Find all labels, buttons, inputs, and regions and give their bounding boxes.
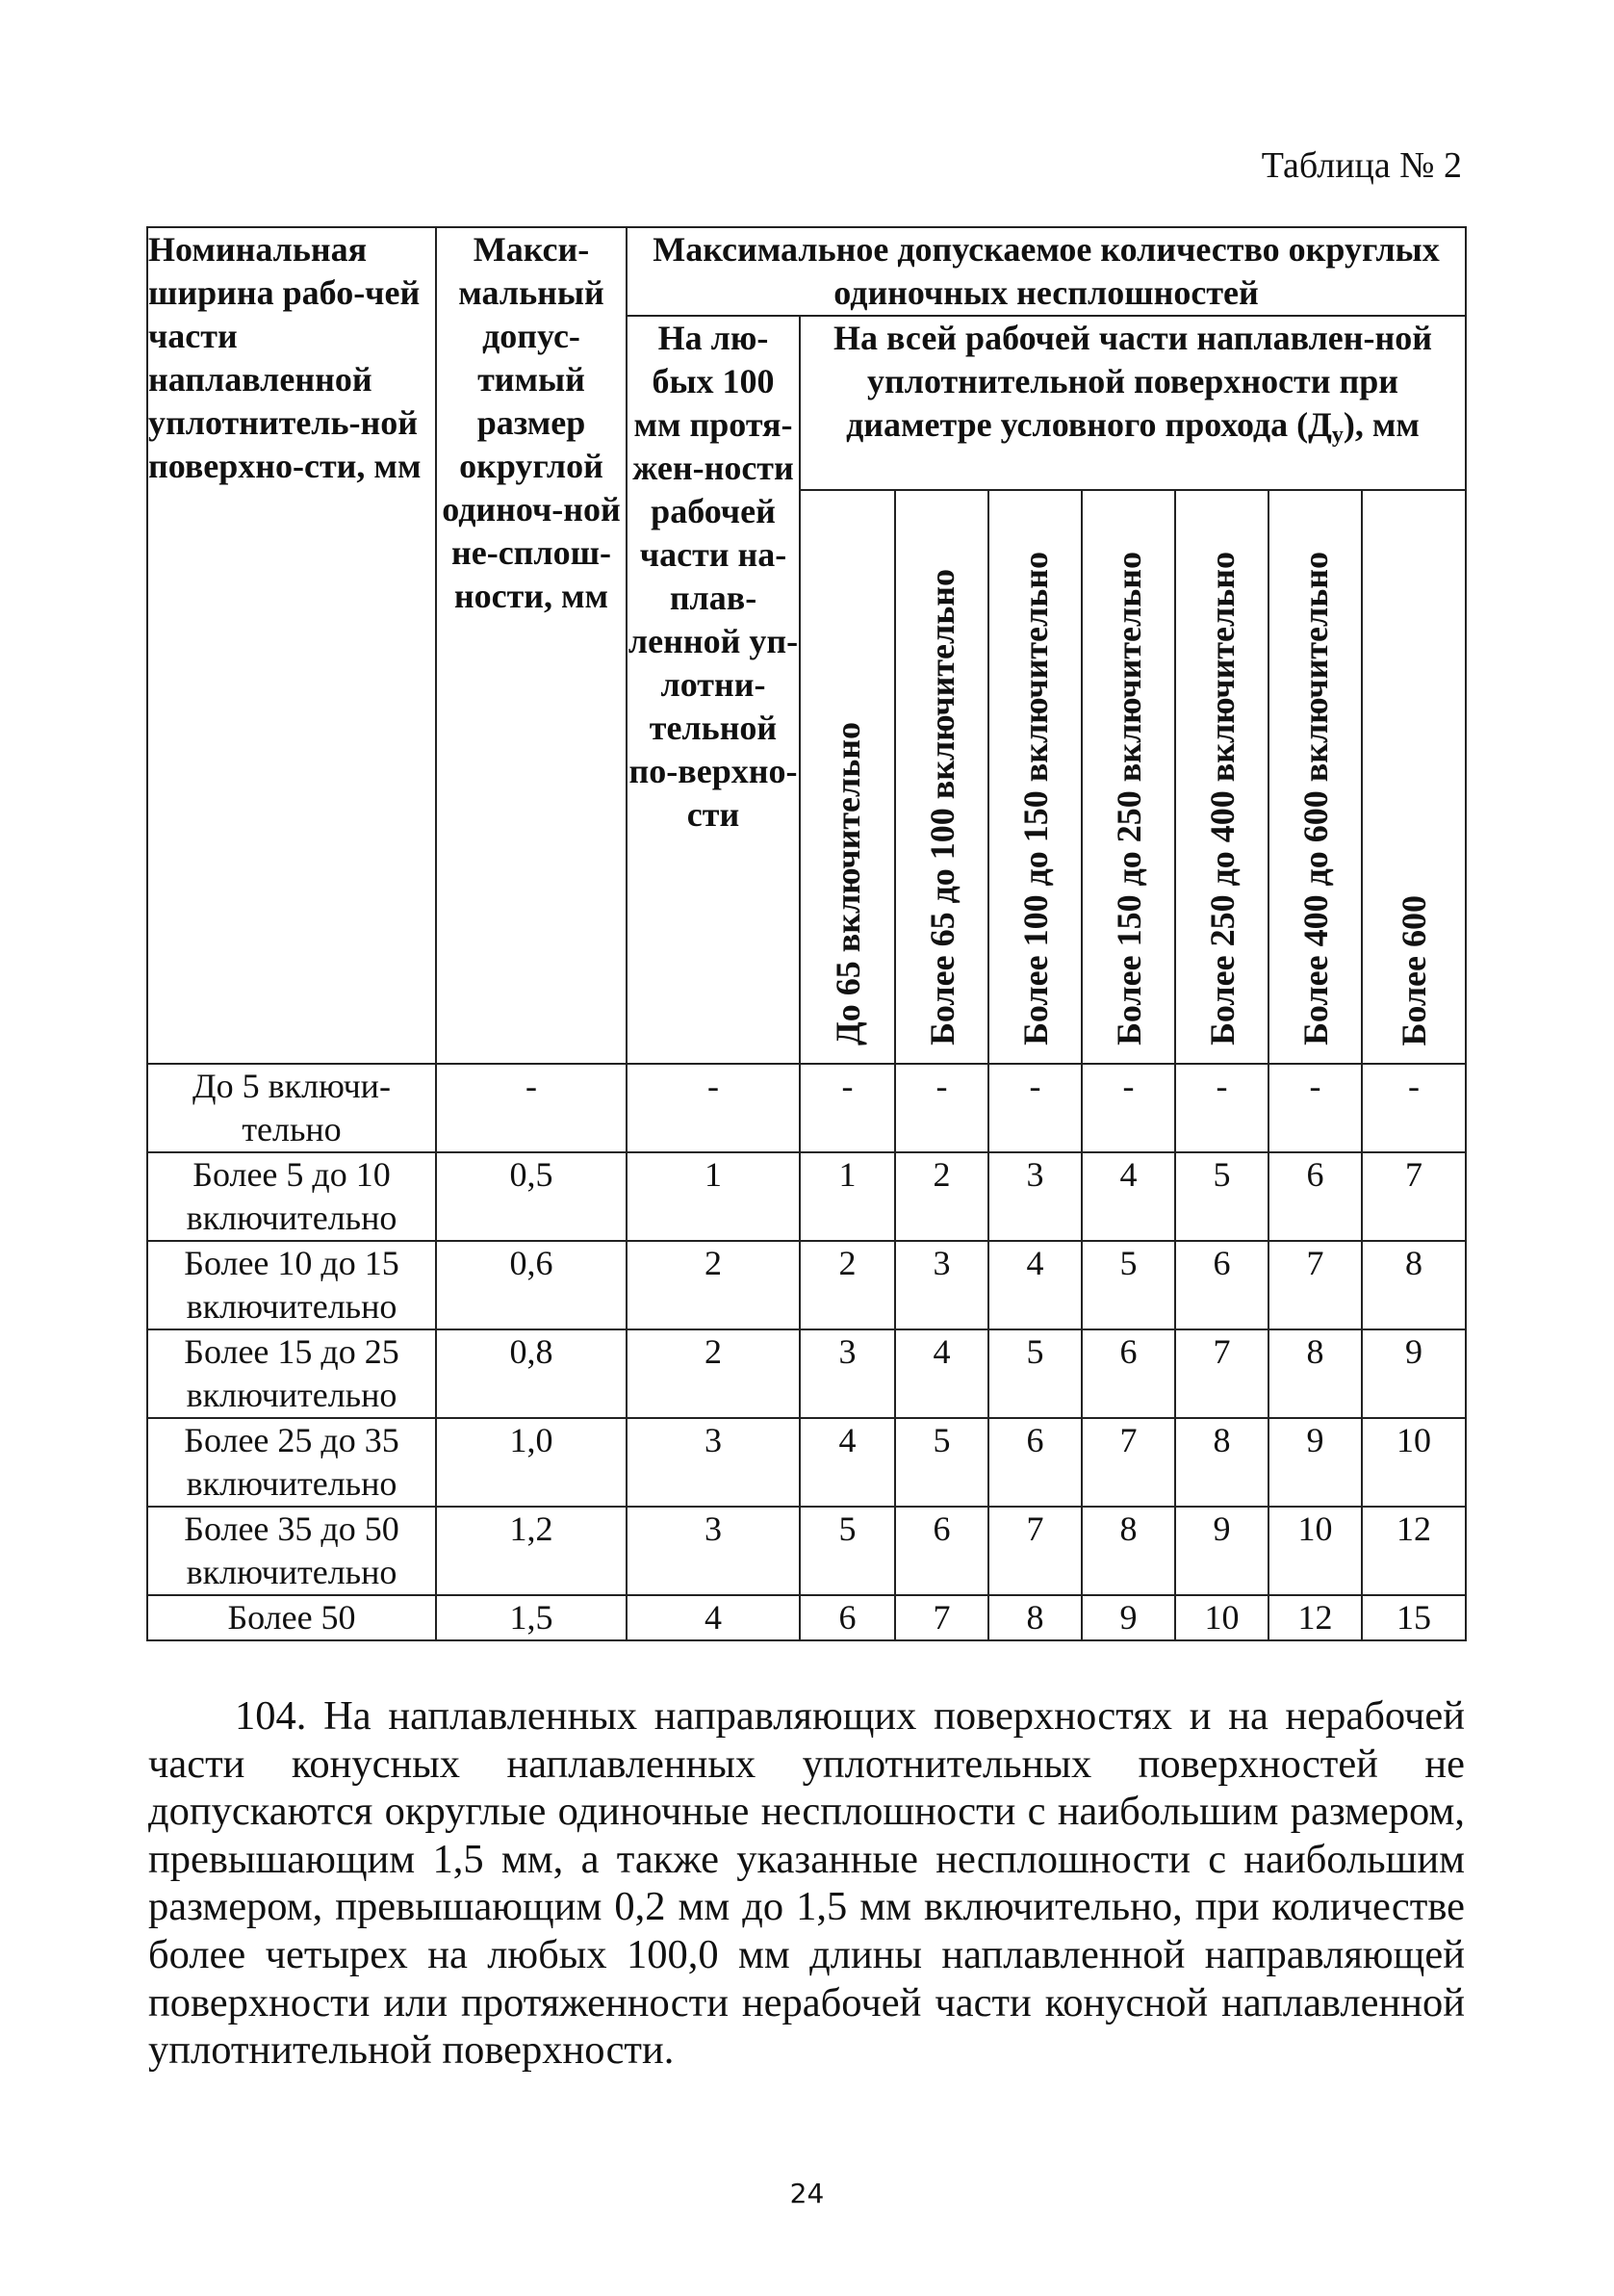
header-dn-6 (1268, 490, 1362, 1064)
count-cell: 15 (1362, 1595, 1466, 1640)
header-per-100mm: На лю-бых 100 мм протя-жен-ности рабочей части на-плав-ленной уп-лотни-тельной по-верхно-сти (627, 316, 800, 1064)
paragraph-104 (148, 1692, 1465, 2075)
count-cell: - (800, 1064, 895, 1152)
per-100mm-cell: 2 (627, 1329, 800, 1418)
table-row (147, 1595, 1466, 1640)
count-cell: 8 (1362, 1241, 1466, 1329)
per-100mm-cell: - (627, 1064, 800, 1152)
header-dn-2 (895, 490, 988, 1064)
count-cell: 8 (1268, 1329, 1362, 1418)
max-size-cell: 0,8 (436, 1329, 627, 1418)
header-dn-label: Более 65 до 100 включительно (922, 569, 961, 1045)
count-cell: 7 (1268, 1241, 1362, 1329)
header-whole-surface (800, 316, 1466, 490)
header-whole-surface-text: На всей рабочей части наплавлен-ной уплотнительной поверхности при диаметре условного прохода (Д (833, 319, 1432, 444)
count-cell: 7 (1362, 1152, 1466, 1241)
count-cell: - (895, 1064, 988, 1152)
table-row (147, 1507, 1466, 1595)
per-100mm-cell: 4 (627, 1595, 800, 1640)
count-cell: - (1175, 1064, 1268, 1152)
header-max-count-group: Максимальное допускаемое количество округлых одиночных несплошностей (627, 227, 1466, 316)
header-dn-label: До 65 включительно (828, 722, 867, 1045)
paragraph-text: 104. На наплавленных направляющих поверхностях и на нерабочей части конусных наплавленных уплотнительных поверхностей не допускаются округлые одиночные несплошности с наибольшим размером, превышающим 1,5 мм, а также указанные несплошности с наибольшим размером, превышающим 0,2 мм до 1,5 мм включительно, при количестве более четырех на любых 100,0 мм длины наплавленной направляющей поверхности или протяженности нерабочей части конусной наплавленной уплотнительной поверхности. (148, 1693, 1465, 2074)
width-cell: Более 5 до 10 включительно (147, 1152, 436, 1241)
count-cell: 10 (1175, 1595, 1268, 1640)
header-dn-3 (988, 490, 1082, 1064)
count-cell: - (1362, 1064, 1466, 1152)
header-nominal-width: Номинальная ширина рабо-чей части наплавленной уплотнитель-ной поверхно-сти, мм (147, 227, 436, 1064)
count-cell: 12 (1362, 1507, 1466, 1595)
count-cell: 6 (800, 1595, 895, 1640)
count-cell: 5 (1175, 1152, 1268, 1241)
max-size-cell: - (436, 1064, 627, 1152)
width-cell: Более 50 (147, 1595, 436, 1640)
count-cell: 8 (988, 1595, 1082, 1640)
header-dn-4 (1082, 490, 1175, 1064)
table-row (147, 1241, 1466, 1329)
header-dn-label: Более 100 до 150 включительно (1015, 552, 1055, 1045)
count-cell: 9 (1268, 1418, 1362, 1507)
count-cell: 7 (1082, 1418, 1175, 1507)
header-dn-5 (1175, 490, 1268, 1064)
header-max-size: Макси-мальный допус-тимый размер округлой одиноч-ной не-сплош-ности, мм (436, 227, 627, 1064)
per-100mm-cell: 1 (627, 1152, 800, 1241)
count-cell: 4 (988, 1241, 1082, 1329)
count-cell: 6 (1082, 1329, 1175, 1418)
table-label: Таблица № 2 (1261, 145, 1462, 186)
count-cell: 3 (988, 1152, 1082, 1241)
width-cell: Более 15 до 25 включительно (147, 1329, 436, 1418)
count-cell: 7 (895, 1595, 988, 1640)
count-cell: - (1268, 1064, 1362, 1152)
page-number: 24 (789, 2178, 825, 2209)
count-cell: 5 (988, 1329, 1082, 1418)
count-cell: 7 (988, 1507, 1082, 1595)
per-100mm-cell: 2 (627, 1241, 800, 1329)
table-row (147, 1418, 1466, 1507)
count-cell: 5 (1082, 1241, 1175, 1329)
width-cell: Более 10 до 15 включительно (147, 1241, 436, 1329)
header-dn-subscript: у (1331, 423, 1344, 448)
count-cell: - (988, 1064, 1082, 1152)
width-cell: До 5 включи-тельно (147, 1064, 436, 1152)
count-cell: 10 (1362, 1418, 1466, 1507)
max-size-cell: 1,5 (436, 1595, 627, 1640)
count-cell: 12 (1268, 1595, 1362, 1640)
count-cell: 2 (800, 1241, 895, 1329)
header-dn-label: Более 150 до 250 включительно (1109, 552, 1148, 1045)
count-cell: 4 (800, 1418, 895, 1507)
count-cell: 6 (895, 1507, 988, 1595)
header-dn-label: Более 600 (1395, 894, 1433, 1045)
count-cell: 9 (1362, 1329, 1466, 1418)
count-cell: 10 (1268, 1507, 1362, 1595)
max-size-cell: 1,0 (436, 1418, 627, 1507)
table-row (147, 1152, 1466, 1241)
width-cell: Более 35 до 50 включительно (147, 1507, 436, 1595)
count-cell: 2 (895, 1152, 988, 1241)
count-cell: 8 (1082, 1507, 1175, 1595)
count-cell: 6 (1268, 1152, 1362, 1241)
count-cell: - (1082, 1064, 1175, 1152)
count-cell: 3 (895, 1241, 988, 1329)
count-cell: 9 (1082, 1595, 1175, 1640)
max-size-cell: 1,2 (436, 1507, 627, 1595)
max-size-cell: 0,6 (436, 1241, 627, 1329)
header-dn-1 (800, 490, 895, 1064)
count-cell: 5 (895, 1418, 988, 1507)
count-cell: 5 (800, 1507, 895, 1595)
count-cell: 4 (1082, 1152, 1175, 1241)
count-cell: 9 (1175, 1507, 1268, 1595)
table-row (147, 1329, 1466, 1418)
count-cell: 1 (800, 1152, 895, 1241)
per-100mm-cell: 3 (627, 1418, 800, 1507)
header-dn-label: Более 400 до 600 включительно (1295, 552, 1335, 1045)
count-cell: 6 (988, 1418, 1082, 1507)
per-100mm-cell: 3 (627, 1507, 800, 1595)
table-row (147, 1064, 1466, 1152)
defects-table (146, 226, 1467, 1641)
count-cell: 7 (1175, 1329, 1268, 1418)
count-cell: 8 (1175, 1418, 1268, 1507)
count-cell: 3 (800, 1329, 895, 1418)
header-whole-surface-unit: ), мм (1343, 405, 1420, 444)
width-cell: Более 25 до 35 включительно (147, 1418, 436, 1507)
max-size-cell: 0,5 (436, 1152, 627, 1241)
header-dn-7 (1362, 490, 1466, 1064)
count-cell: 4 (895, 1329, 988, 1418)
header-dn-label: Более 250 до 400 включительно (1202, 552, 1242, 1045)
count-cell: 6 (1175, 1241, 1268, 1329)
